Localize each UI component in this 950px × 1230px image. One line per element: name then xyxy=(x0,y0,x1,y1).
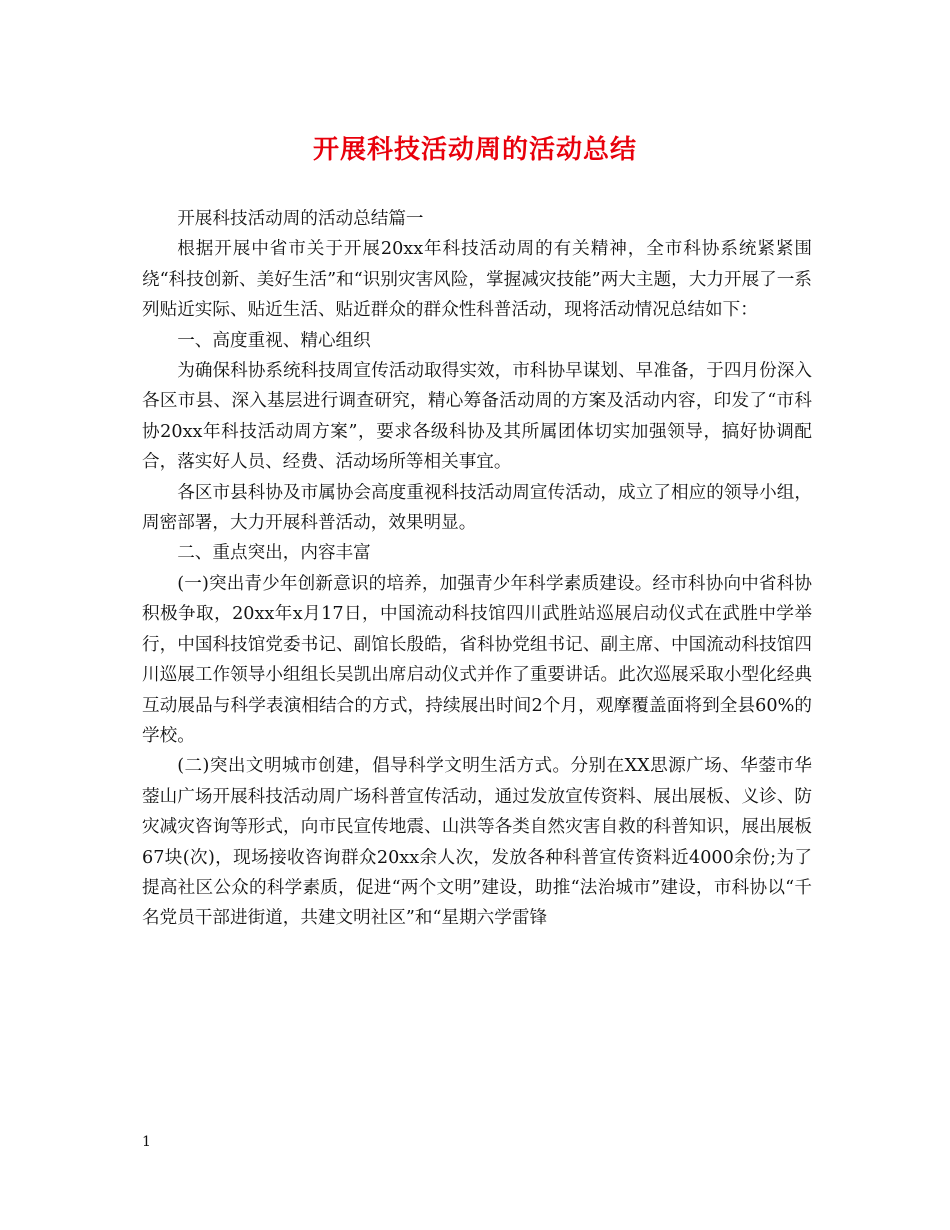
document-body xyxy=(142,204,812,934)
document-title: 开展科技活动周的活动总结 xyxy=(312,135,637,165)
heading-section-one: 一、高度重视、精心组织 xyxy=(177,330,371,351)
paragraph-youth-innovation: (一)突出青少年创新意识的培养，加强青少年科学素质建设。经市科协向中省科协积极争取，20xx年x月17日，中国流动科技馆四川武胜站巡展启动仪式在武胜中学举行，中国科技馆党委书记、副馆长殷皓，省科协党组书记、副主席、中国流动科技馆四川巡展工作领导小组组长吴凯出席启动仪式并作了重要讲话。此次巡展采取小型化经典互动展品与科学表演相结合的方式，持续展出时间2个月，观摩覆盖面将到全县60%的学校。 xyxy=(142,573,812,746)
paragraph-local-response: 各区市县科协及市属协会高度重视科技活动周宣传活动，成立了相应的领导小组，周密部署，大力开展科普活动，效果明显。 xyxy=(142,482,812,534)
paragraph-civilized-city: (二)突出文明城市创建，倡导科学文明生活方式。分别在XX思源广场、华蓥市华蓥山广场开展科技活动周广场科普宣传活动，通过发放宣传资料、展出展板、义诊、防灾减灾咨询等形式，向市民宣传地震、山洪等各类自然灾害自救的科普知识，展出展板67块(次)，现场接收咨询群众20xx余人次，发放各种科普宣传资料近4000余份;为了提高社区公众的科学素质，促进“两个文明”建设，助推“法治城市”建设，市科协以“千名党员干部进街道，共建文明社区”和“星期六学雷锋 xyxy=(142,756,812,929)
page-number: 1 xyxy=(142,1134,151,1150)
section-subtitle: 开展科技活动周的活动总结篇一 xyxy=(177,209,424,229)
paragraph-organization: 为确保科协系统科技周宣传活动取得实效，市科协早谋划、早准备，于四月份深入各区市县、深入基层进行调查研究，精心筹备活动周的方案及活动内容，印发了“市科协20xx年科技活动周方案”，要求各级科协及其所属团体切实加强领导，搞好协调配合，落实好人员、经费、活动场所等相关事宜。 xyxy=(142,361,812,473)
paragraph-intro: 根据开展中省市关于开展20xx年科技活动周的有关精神，全市科协系统紧紧围绕“科技创新、美好生活”和“识别灾害风险，掌握减灾技能”两大主题，大力开展了一系列贴近实际、贴近生活、贴近群众的群众性科普活动，现将活动情况总结如下： xyxy=(142,239,812,321)
heading-section-two: 二、重点突出，内容丰富 xyxy=(177,543,371,564)
